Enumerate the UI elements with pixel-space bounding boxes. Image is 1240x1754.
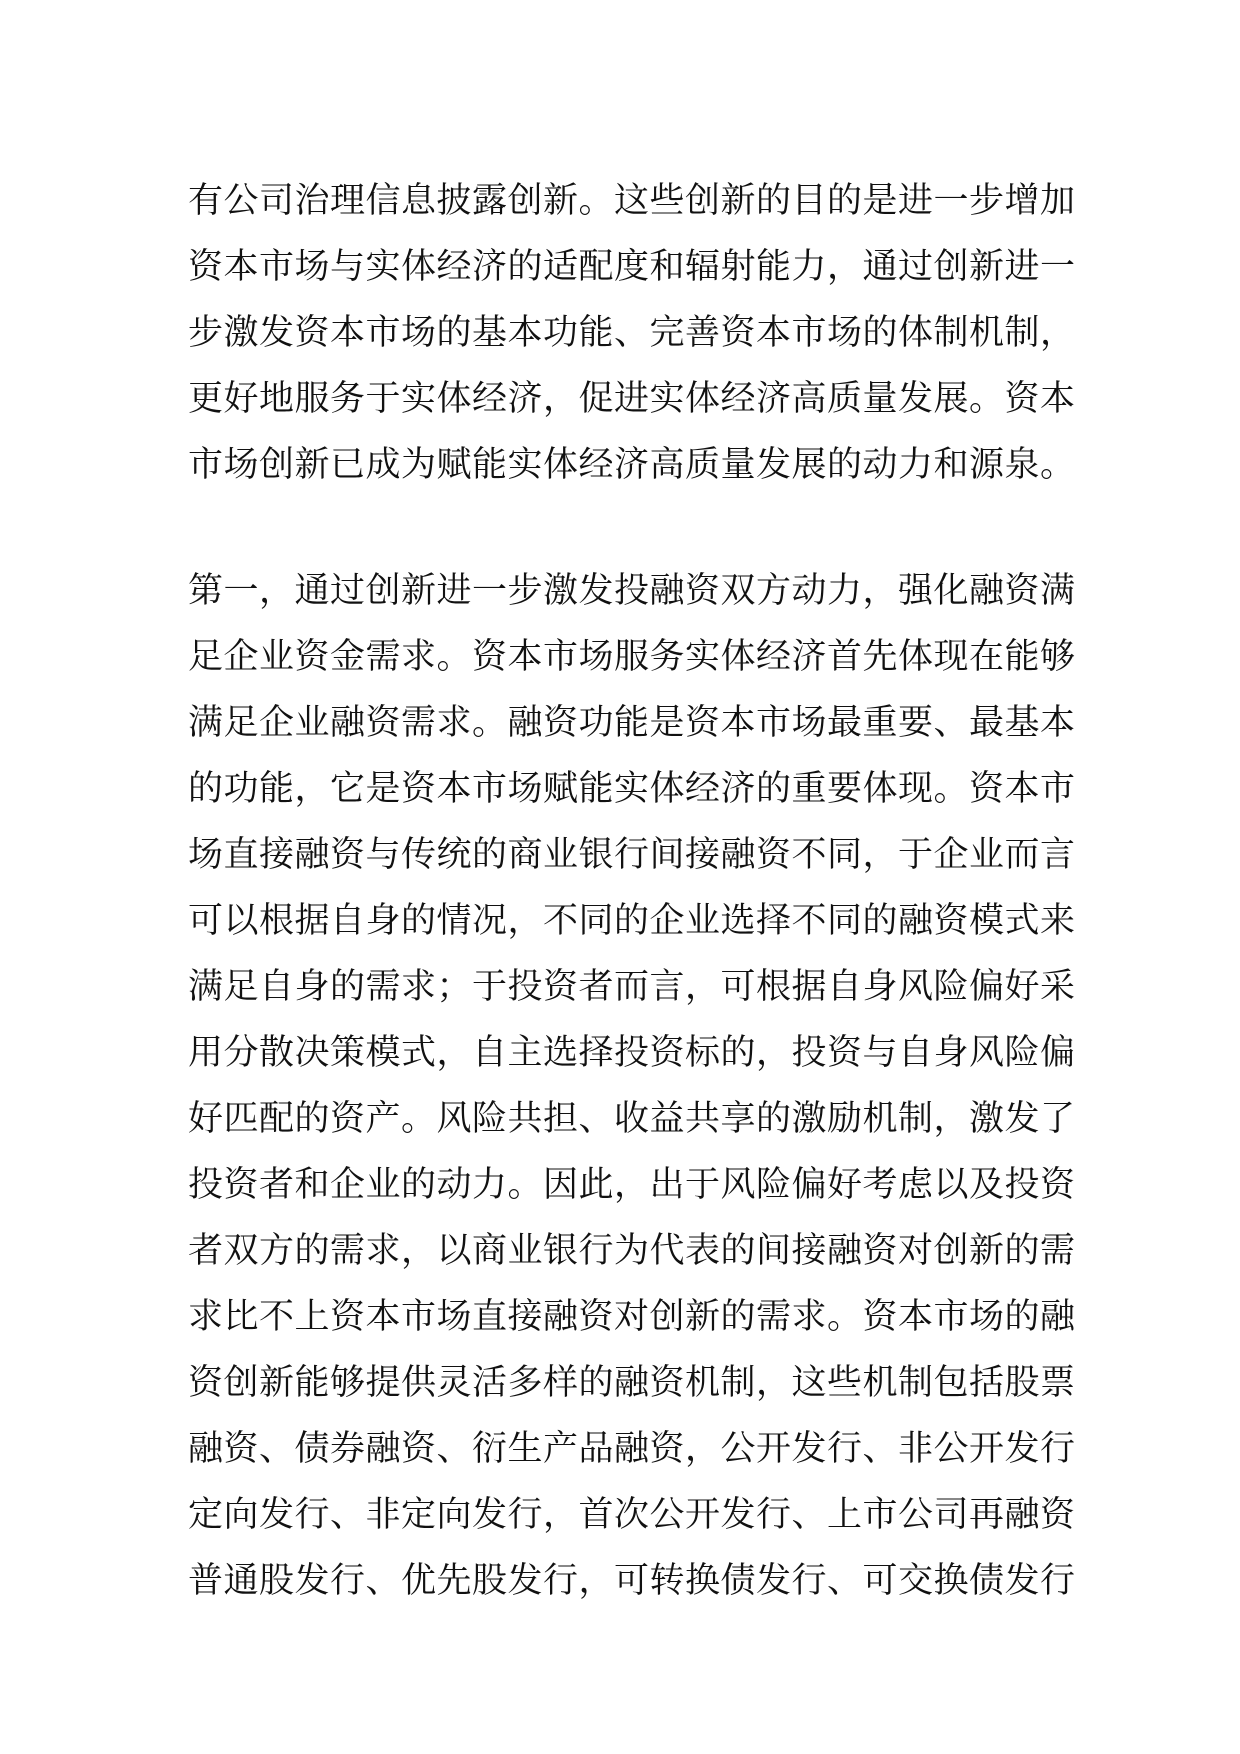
text-line: 步激发资本市场的基本功能、完善资本市场的体制机制，	[188, 313, 1076, 353]
text-line: 市场创新已成为赋能实体经济高质量发展的动力和源泉。	[188, 445, 1076, 485]
text-line: 者双方的需求，以商业银行为代表的间接融资对创新的需	[188, 1231, 1076, 1271]
text-line: 资本市场与实体经济的适配度和辐射能力，通过创新进一	[188, 247, 1076, 287]
text-line: 可以根据自身的情况，不同的企业选择不同的融资模式来	[188, 901, 1076, 941]
text-line: 足企业资金需求。资本市场服务实体经济首先体现在能够	[188, 637, 1076, 677]
text-line: 有公司治理信息披露创新。这些创新的目的是进一步增加	[188, 181, 1076, 221]
text-line: 资创新能够提供灵活多样的融资机制，这些机制包括股票	[188, 1363, 1076, 1403]
text-line: 满足企业融资需求。融资功能是资本市场最重要、最基本	[188, 703, 1076, 743]
paragraph-first-point	[188, 558, 1076, 1614]
text-line: 的功能，它是资本市场赋能实体经济的重要体现。资本市	[188, 769, 1076, 809]
text-line: 场直接融资与传统的商业银行间接融资不同，于企业而言	[188, 835, 1076, 875]
text-line: 投资者和企业的动力。因此，出于风险偏好考虑以及投资	[188, 1165, 1076, 1205]
text-line: 更好地服务于实体经济，促进实体经济高质量发展。资本	[188, 379, 1076, 419]
text-line: 第一，通过创新进一步激发投融资双方动力，强化融资满	[188, 571, 1076, 611]
text-line: 好匹配的资产。风险共担、收益共享的激励机制，激发了	[188, 1099, 1076, 1139]
text-line: 用分散决策模式，自主选择投资标的，投资与自身风险偏	[188, 1033, 1076, 1073]
text-line: 融资、债券融资、衍生产品融资，公开发行、非公开发行	[188, 1429, 1076, 1469]
text-line: 求比不上资本市场直接融资对创新的需求。资本市场的融	[188, 1297, 1076, 1337]
text-line: 满足自身的需求；于投资者而言，可根据自身风险偏好采	[188, 967, 1076, 1007]
text-line: 普通股发行、优先股发行，可转换债发行、可交换债发行	[188, 1561, 1076, 1601]
text-line: 定向发行、非定向发行，首次公开发行、上市公司再融资	[188, 1495, 1076, 1535]
paragraph-intro	[188, 168, 1076, 498]
